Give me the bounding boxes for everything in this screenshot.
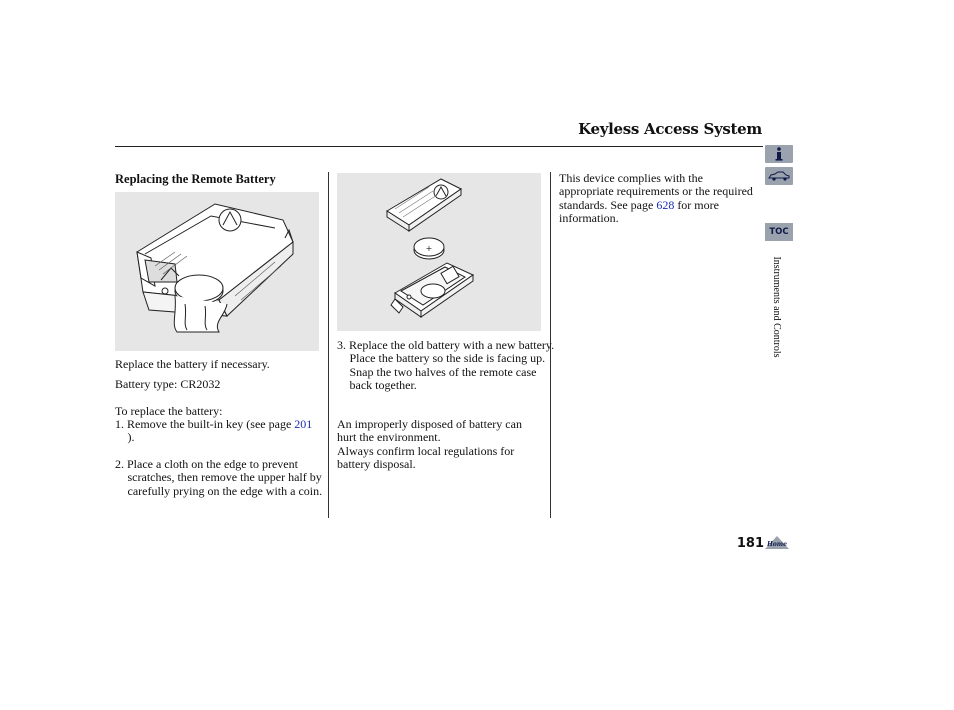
section-tab-label: Instruments and Controls	[771, 256, 782, 358]
step-3: 3. Replace the old battery with a new battery. Place the battery so the side is facing up. Snap the two halves of the remote case back together.	[337, 338, 555, 393]
environment-note: An improperly disposed of battery can hurt the environment.	[337, 417, 522, 445]
info-button[interactable]	[765, 145, 793, 163]
vehicle-button[interactable]	[765, 167, 793, 185]
svg-text:+: +	[425, 244, 433, 253]
home-label: Home	[767, 541, 787, 548]
remote-pry-figure	[115, 192, 319, 351]
step-1-text: 1. Remove the built-in key (see page	[115, 417, 295, 431]
page-link-201[interactable]: 201	[294, 417, 313, 431]
battery-exploded-illustration	[337, 173, 541, 331]
step-1	[115, 418, 313, 445]
info-icon	[774, 147, 784, 161]
compliance-text: This device complies with the appropriate requirements or the required standards. See page	[559, 171, 753, 212]
home-button[interactable]	[764, 535, 790, 550]
battery-replacement-figure	[337, 173, 541, 331]
step-1-end: ).	[127, 430, 135, 445]
column-divider	[328, 172, 329, 518]
page-link-628[interactable]: 628	[656, 197, 675, 212]
compliance-end: for more information.	[559, 197, 719, 226]
home-icon	[764, 535, 790, 550]
paragraph-replace-if-needed: Replace the battery if necessary.	[115, 357, 270, 371]
disposal-note: Always confirm local regulations for battery disposal.	[337, 444, 515, 472]
compliance-paragraph	[559, 172, 759, 226]
step-2: 2. Place a cloth on the edge to prevent scratches, then remove the upper half by carefully prying on the edge with a coin.	[115, 457, 323, 498]
header-rule	[115, 146, 763, 147]
battery-type: Battery type: CR2032	[115, 377, 221, 391]
toc-button[interactable]: TOC	[765, 223, 793, 241]
paragraph-to-replace: To replace the battery:	[115, 404, 223, 418]
remote-pry-illustration	[115, 192, 319, 351]
page-title: Keyless Access System	[578, 120, 762, 138]
car-icon	[767, 170, 791, 182]
page-number: 181	[736, 536, 764, 551]
section-heading: Replacing the Remote Battery	[115, 172, 276, 186]
